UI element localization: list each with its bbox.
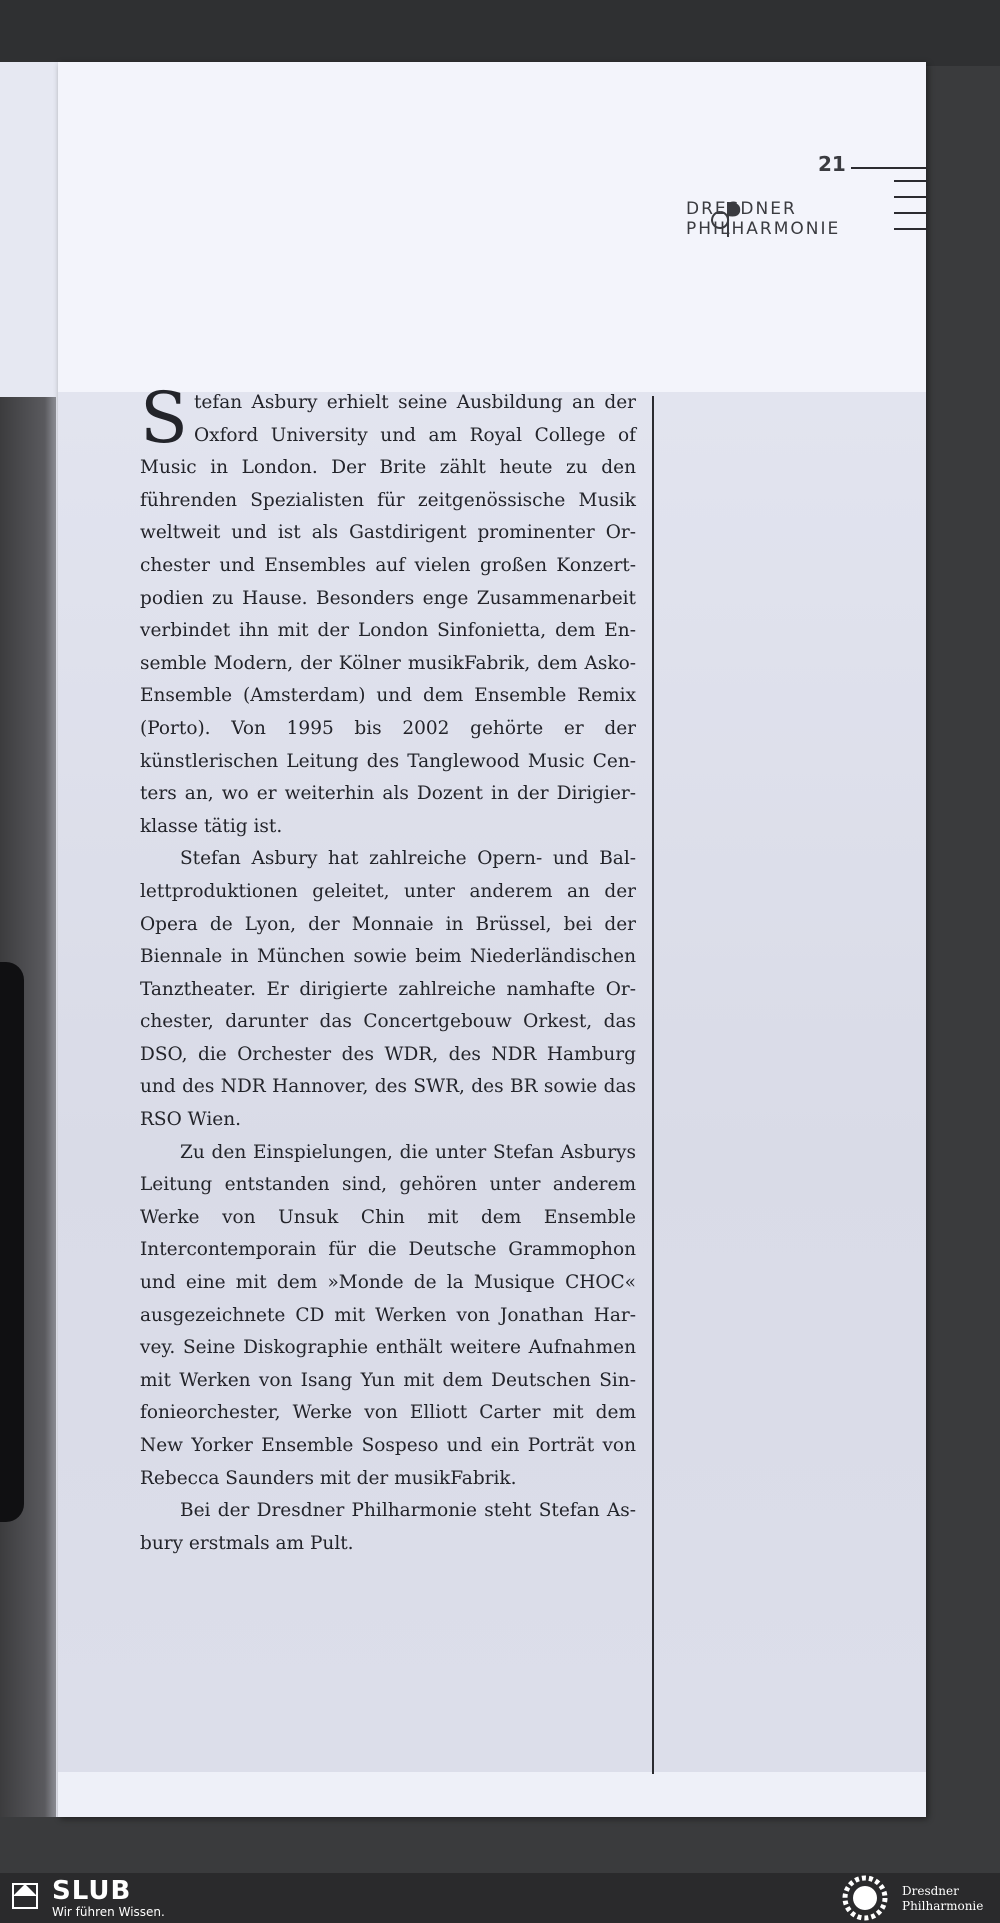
page-bottom-margin <box>58 1772 926 1817</box>
philharmonie-name-line-2: Philharmonie <box>902 1899 984 1913</box>
previous-page-dark-shape <box>0 962 24 1522</box>
paragraph-1 <box>140 377 636 843</box>
paragraph-4: Bei der Dresdner Philharmonie steht Stefan Asbury erstmals am Pult. <box>140 1500 636 1554</box>
scan-background-top <box>0 0 1000 66</box>
logo-line-1: DRESDNER <box>686 199 797 219</box>
page-edge-marks <box>894 180 926 240</box>
previous-page-edge <box>0 62 60 1817</box>
drop-cap: S <box>140 377 188 459</box>
page-number: 21 <box>818 152 846 176</box>
paragraph-1-text: tefan Asbury erhielt seine Ausbildung an der Oxford University und am Royal College of Music in London. Der Brite zählt heute zu den führenden Spezialisten für zeitgenössische Musik weltweit und ist als Gastdirigent prominenter Orchester und Ensembles auf vielen großen Konzertpodien zu Hause. Besonders enge Zusammenarbeit verbindet ihn mit der London Sinfonietta, dem Ensemble Modern, der Kölner musikFabrik, dem Asko-Ensemble (Amsterdam) und dem Ensemble Remix (Porto). Von 1995 bis 2002 gehörte er der künstlerischen Leitung des Tanglewood Music Centers an, wo er weiterhin als Dozent in der Dirigierklasse tätig ist. <box>140 392 636 837</box>
slub-tagline: Wir führen Wissen. <box>52 1905 165 1919</box>
paragraph-2: Stefan Asbury hat zahlreiche Opern- und Ballettproduktionen geleitet, unter anderem an der Opera de Lyon, der Monnaie in Brüssel, bei der Biennale in München sowie beim Niederländischen Tanztheater. Er dirigierte zahlreiche namhafte Orchester, darunter das Concertgebouw Orkest, das DSO, die Orchester des WDR, des NDR Hamburg und des NDR Hannover, des SWR, des BR sowie das RSO Wien. <box>140 848 636 1131</box>
philharmonie-emblem-icon[interactable] <box>842 1875 888 1921</box>
article-body <box>140 377 636 1560</box>
slub-logo-icon[interactable] <box>12 1883 38 1909</box>
logo-text <box>686 199 840 239</box>
slub-name[interactable]: SLUB <box>52 1876 132 1906</box>
philharmonie-name[interactable] <box>902 1884 983 1914</box>
paragraph-3: Zu den Einspielungen, die unter Stefan Asburys Leitung entstanden sind, gehören unter anderem Werke von Unsuk Chin mit dem Ensemble Intercontemporain für die Deutsche Grammophon und eine mit dem »Monde de la Musique CHOC« ausgezeichnete CD mit Werken von Jonathan Harvey. Seine Diskographie enthält weitere Aufnahmen mit Werken von Isang Yun mit dem Deutschen Sinfonieorchester, Werke von Elliott Carter mit dem New Yorker Ensemble Sospeso und ein Porträt von Rebecca Saunders mit der musikFabrik. <box>140 1141 636 1489</box>
logo-line-2: PHILHARMONIE <box>686 219 841 239</box>
page-number-rule <box>851 167 926 169</box>
footer-bar <box>0 1873 1000 1923</box>
document-page <box>58 62 926 1817</box>
column-divider <box>652 396 654 1774</box>
philharmonie-name-line-1: Dresdner <box>902 1884 959 1898</box>
